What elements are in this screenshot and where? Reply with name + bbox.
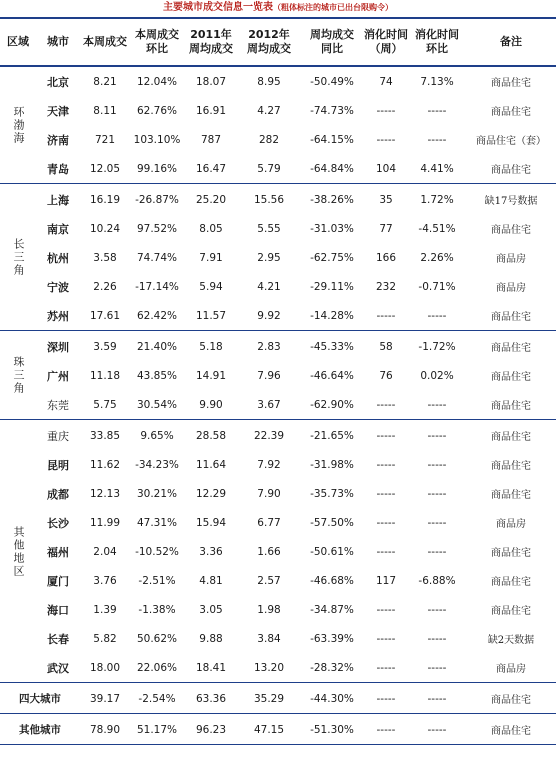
yoy-cell: -14.28%: [310, 309, 354, 322]
digest-chg-cell: 2.26%: [420, 251, 454, 264]
table-row: [36, 272, 556, 301]
table-row: [36, 595, 556, 624]
digest-cell: -----: [376, 398, 396, 411]
avg2012-cell: 2.83: [257, 340, 281, 353]
remark-cell: 商品住宅: [491, 726, 531, 737]
avg2011-cell: 4.81: [199, 574, 223, 587]
header-line: 本周成交: [135, 28, 179, 41]
digest-cell: 104: [375, 162, 397, 175]
header-week-col: [80, 19, 130, 65]
week-cell: 39.17: [89, 692, 121, 705]
digest-chg-cell: -----: [427, 603, 447, 616]
table-row: [36, 125, 556, 154]
yoy-cell: -34.87%: [310, 603, 354, 616]
avg2012-cell: 2.95: [257, 251, 281, 264]
city-cell: 上海: [47, 193, 69, 207]
wow-cell: 97.52%: [136, 222, 178, 235]
header-line: 城市: [47, 35, 69, 48]
table-row: [36, 537, 556, 566]
city-cell: 厦门: [47, 574, 69, 588]
digest-cell: 166: [375, 251, 397, 264]
week-cell: 2.26: [93, 280, 117, 293]
remark-cell: 商品住宅: [491, 606, 531, 617]
digest-chg-cell: -----: [427, 632, 447, 645]
week-cell: 18.00: [89, 661, 121, 674]
remark-cell: 商品住宅: [491, 225, 531, 236]
week-cell: 11.18: [89, 369, 121, 382]
avg2012-cell: 7.96: [257, 369, 281, 382]
yoy-cell: -62.90%: [310, 398, 354, 411]
avg2012-cell: 35.29: [253, 692, 285, 705]
avg2011-cell: 7.91: [199, 251, 223, 264]
avg2012-cell: 3.67: [257, 398, 281, 411]
remark-cell: 商品住宅: [491, 577, 531, 588]
digest-cell: -----: [376, 133, 396, 146]
avg2011-cell: 5.94: [199, 280, 223, 293]
title-text: 主要城市成交信息一览表: [163, 2, 273, 13]
header-yoy-col: [300, 19, 364, 65]
yoy-cell: -29.11%: [310, 280, 354, 293]
wow-cell: -34.23%: [135, 458, 179, 471]
table-row: [36, 243, 556, 272]
avg2011-cell: 16.47: [195, 162, 227, 175]
wow-cell: -26.87%: [135, 193, 179, 206]
remark-cell: 商品房: [496, 664, 526, 675]
yoy-cell: -50.49%: [310, 75, 354, 88]
week-cell: 11.62: [89, 458, 121, 471]
header-line: 2012年: [248, 28, 290, 41]
digest-chg-cell: -----: [427, 723, 447, 736]
city-cell: 广州: [47, 369, 69, 383]
avg2011-cell: 787: [200, 133, 222, 146]
header-line: 备注: [500, 35, 522, 48]
avg2012-cell: 3.84: [257, 632, 281, 645]
yoy-cell: -63.39%: [310, 632, 354, 645]
region-label: [0, 332, 36, 419]
digest-cell: -----: [376, 458, 396, 471]
table-row: [36, 332, 556, 361]
city-cell: 长沙: [47, 516, 69, 530]
avg2011-cell: 11.57: [195, 309, 227, 322]
avg2012-cell: 1.98: [257, 603, 281, 616]
avg2011-cell: 14.91: [195, 369, 227, 382]
avg2011-cell: 5.18: [199, 340, 223, 353]
digest-chg-cell: -----: [427, 661, 447, 674]
wow-cell: 62.76%: [136, 104, 178, 117]
remark-cell: 商品房: [496, 254, 526, 265]
table-row: [36, 361, 556, 390]
digest-chg-cell: -----: [427, 398, 447, 411]
header-wow-col: [130, 19, 184, 65]
city-cell: 苏州: [47, 309, 69, 323]
yoy-cell: -45.33%: [310, 340, 354, 353]
avg2012-cell: 13.20: [253, 661, 285, 674]
digest-cell: 232: [375, 280, 397, 293]
avg2012-cell: 22.39: [253, 429, 285, 442]
week-cell: 1.39: [93, 603, 117, 616]
avg2011-cell: 25.20: [195, 193, 227, 206]
wow-cell: 51.17%: [136, 723, 178, 736]
digest-chg-cell: -----: [427, 545, 447, 558]
region-label: [0, 67, 36, 183]
table-row: [36, 508, 556, 537]
wow-cell: 103.10%: [133, 133, 181, 146]
summary-label: 四大城市: [19, 693, 61, 705]
table-row: [36, 479, 556, 508]
digest-cell: -----: [376, 309, 396, 322]
digest-cell: -----: [376, 545, 396, 558]
remark-cell: 商品住宅: [491, 165, 531, 176]
table-title: [0, 0, 556, 16]
week-cell: 8.21: [93, 75, 117, 88]
digest-chg-cell: 4.41%: [420, 162, 454, 175]
yoy-cell: -38.26%: [310, 193, 354, 206]
avg2011-cell: 15.94: [195, 516, 227, 529]
header-line: 消化时间: [364, 28, 408, 41]
week-cell: 5.82: [93, 632, 117, 645]
header-line: 周均成交: [247, 42, 291, 55]
digest-chg-cell: -----: [427, 516, 447, 529]
wow-cell: 21.40%: [136, 340, 178, 353]
summary-row: [0, 715, 556, 744]
city-cell: 青岛: [47, 162, 69, 176]
avg2011-cell: 18.41: [195, 661, 227, 674]
yoy-cell: -50.61%: [310, 545, 354, 558]
city-cell: 天津: [47, 104, 69, 118]
digest-chg-cell: -----: [427, 309, 447, 322]
avg2012-cell: 7.90: [257, 487, 281, 500]
digest-cell: 77: [379, 222, 393, 235]
digest-cell: 74: [379, 75, 393, 88]
group-separator: [0, 419, 556, 420]
remark-cell: 商品住宅: [491, 695, 531, 706]
avg2012-cell: 5.79: [257, 162, 281, 175]
avg2012-cell: 6.77: [257, 516, 281, 529]
summary-separator: [0, 744, 556, 745]
group-separator: [0, 183, 556, 184]
wow-cell: -10.52%: [135, 545, 179, 558]
remark-cell: 商品住宅: [491, 490, 531, 501]
avg2012-cell: 7.92: [257, 458, 281, 471]
table-row: [36, 67, 556, 96]
week-cell: 8.11: [93, 104, 117, 117]
header-region-col: [0, 19, 36, 65]
digest-chg-cell: -----: [427, 487, 447, 500]
digest-cell: 117: [375, 574, 397, 587]
header-remark-col: [466, 19, 556, 65]
yoy-cell: -44.30%: [310, 692, 354, 705]
city-cell: 海口: [47, 603, 69, 617]
digest-chg-cell: -----: [427, 429, 447, 442]
wow-cell: -2.54%: [138, 692, 176, 705]
city-cell: 福州: [47, 545, 69, 559]
wow-cell: 30.21%: [136, 487, 178, 500]
week-cell: 33.85: [89, 429, 121, 442]
header-avg2011-col: [184, 19, 238, 65]
digest-cell: -----: [376, 632, 396, 645]
table-row: [36, 185, 556, 214]
header-line: 周均成交: [310, 28, 354, 41]
digest-chg-cell: 0.02%: [420, 369, 454, 382]
digest-chg-cell: -----: [427, 104, 447, 117]
summary-label: 其他城市: [19, 724, 61, 736]
table-row: [36, 566, 556, 595]
yoy-cell: -31.98%: [310, 458, 354, 471]
avg2012-cell: 9.92: [257, 309, 281, 322]
city-cell: 宁波: [47, 280, 69, 294]
header-line: 同比: [321, 42, 343, 55]
header-digest-chg-col: [408, 19, 466, 65]
table-row: [36, 450, 556, 479]
avg2011-cell: 16.91: [195, 104, 227, 117]
digest-chg-cell: -----: [427, 458, 447, 471]
table-row: [36, 653, 556, 682]
avg2011-cell: 9.88: [199, 632, 223, 645]
remark-cell: 商品住宅: [491, 343, 531, 354]
table-row: [36, 390, 556, 419]
yoy-cell: -46.64%: [310, 369, 354, 382]
city-cell: 北京: [47, 75, 69, 89]
digest-cell: 35: [379, 193, 393, 206]
header-city-col: [36, 19, 80, 65]
avg2011-cell: 11.64: [195, 458, 227, 471]
avg2011-cell: 28.58: [195, 429, 227, 442]
remark-cell: 商品住宅: [491, 312, 531, 323]
region-text: 珠三角: [12, 356, 25, 395]
wow-cell: 9.65%: [140, 429, 174, 442]
region-label: [0, 185, 36, 330]
header-line: 周均成交: [189, 42, 233, 55]
wow-cell: 47.31%: [136, 516, 178, 529]
header-line: 本周成交: [83, 35, 127, 48]
table-row: [36, 421, 556, 450]
table-row: [36, 214, 556, 243]
wow-cell: 62.42%: [136, 309, 178, 322]
title-note: （粗体标注的城市已出台限购令）: [273, 3, 393, 12]
header-line: （周）: [369, 42, 403, 55]
digest-cell: -----: [376, 603, 396, 616]
remark-cell: 商品房: [496, 283, 526, 294]
week-cell: 16.19: [89, 193, 121, 206]
week-cell: 11.99: [89, 516, 121, 529]
remark-cell: 商品住宅: [491, 401, 531, 412]
remark-cell: 商品住宅: [491, 78, 531, 89]
digest-cell: -----: [376, 104, 396, 117]
wow-cell: 12.04%: [136, 75, 178, 88]
table-row: [36, 154, 556, 183]
yoy-cell: -57.50%: [310, 516, 354, 529]
summary-row: [0, 684, 556, 713]
table-row: [36, 96, 556, 125]
yoy-cell: -21.65%: [310, 429, 354, 442]
city-cell: 南京: [47, 222, 69, 236]
avg2012-cell: 47.15: [253, 723, 285, 736]
header-line: 区域: [7, 35, 29, 48]
city-cell: 成都: [47, 487, 69, 501]
wow-cell: -2.51%: [138, 574, 176, 587]
city-cell: 武汉: [47, 661, 69, 675]
avg2012-cell: 2.57: [257, 574, 281, 587]
region-text: 长三角: [12, 238, 25, 277]
wow-cell: 43.85%: [136, 369, 178, 382]
avg2011-cell: 18.07: [195, 75, 227, 88]
week-cell: 721: [94, 133, 116, 146]
week-cell: 78.90: [89, 723, 121, 736]
digest-chg-cell: 7.13%: [420, 75, 454, 88]
wow-cell: 30.54%: [136, 398, 178, 411]
week-cell: 10.24: [89, 222, 121, 235]
city-cell: 杭州: [47, 251, 69, 265]
digest-chg-cell: -----: [427, 692, 447, 705]
remark-cell: 商品住宅: [491, 107, 531, 118]
remark-cell: 商品房: [496, 519, 526, 530]
digest-chg-cell: -0.71%: [418, 280, 456, 293]
digest-chg-cell: -1.72%: [418, 340, 456, 353]
wow-cell: 22.06%: [136, 661, 178, 674]
group-separator: [0, 330, 556, 331]
week-cell: 3.76: [93, 574, 117, 587]
avg2011-cell: 8.05: [199, 222, 223, 235]
city-cell: 昆明: [47, 458, 69, 472]
avg2011-cell: 3.36: [199, 545, 223, 558]
city-cell: 东莞: [47, 398, 69, 412]
week-cell: 5.75: [93, 398, 117, 411]
wow-cell: 99.16%: [136, 162, 178, 175]
region-text: 其他地区: [12, 525, 25, 578]
week-cell: 3.59: [93, 340, 117, 353]
header-line: 2011年: [190, 28, 232, 41]
table-row: [36, 624, 556, 653]
table-row: [36, 301, 556, 330]
remark-cell: 商品住宅: [491, 548, 531, 559]
digest-chg-cell: 1.72%: [420, 193, 454, 206]
summary-separator: [0, 713, 556, 714]
table-header: [0, 17, 556, 67]
week-cell: 17.61: [89, 309, 121, 322]
yoy-cell: -62.75%: [310, 251, 354, 264]
wow-cell: 50.62%: [136, 632, 178, 645]
avg2012-cell: 8.95: [257, 75, 281, 88]
digest-cell: 76: [379, 369, 393, 382]
region-text: 环渤海: [12, 105, 25, 145]
yoy-cell: -64.84%: [310, 162, 354, 175]
avg2012-cell: 282: [258, 133, 280, 146]
yoy-cell: -51.30%: [310, 723, 354, 736]
region-label: [0, 421, 36, 682]
digest-cell: -----: [376, 661, 396, 674]
yoy-cell: -35.73%: [310, 487, 354, 500]
remark-cell: 缺2天数据: [487, 635, 535, 646]
digest-chg-cell: -4.51%: [418, 222, 456, 235]
header-line: 环比: [146, 42, 168, 55]
yoy-cell: -74.73%: [310, 104, 354, 117]
digest-cell: 58: [379, 340, 393, 353]
week-cell: 12.13: [89, 487, 121, 500]
avg2012-cell: 4.27: [257, 104, 281, 117]
digest-chg-cell: -6.88%: [418, 574, 456, 587]
remark-cell: 商品住宅: [491, 372, 531, 383]
yoy-cell: -31.03%: [310, 222, 354, 235]
header-avg2012-col: [238, 19, 300, 65]
avg2011-cell: 63.36: [195, 692, 227, 705]
yoy-cell: -28.32%: [310, 661, 354, 674]
yoy-cell: -64.15%: [310, 133, 354, 146]
avg2012-cell: 1.66: [257, 545, 281, 558]
city-cell: 深圳: [47, 340, 69, 354]
avg2012-cell: 5.55: [257, 222, 281, 235]
header-line: 消化时间: [415, 28, 459, 41]
week-cell: 12.05: [89, 162, 121, 175]
digest-cell: -----: [376, 692, 396, 705]
city-cell: 济南: [47, 133, 69, 147]
city-cell: 长春: [47, 632, 69, 646]
remark-cell: 缺17号数据: [484, 196, 538, 207]
week-cell: 2.04: [93, 545, 117, 558]
remark-cell: 商品住宅（套）: [476, 136, 546, 147]
city-cell: 重庆: [47, 429, 69, 443]
yoy-cell: -46.68%: [310, 574, 354, 587]
digest-cell: -----: [376, 516, 396, 529]
remark-cell: 商品住宅: [491, 461, 531, 472]
avg2011-cell: 96.23: [195, 723, 227, 736]
wow-cell: -1.38%: [138, 603, 176, 616]
wow-cell: 74.74%: [136, 251, 178, 264]
group-separator: [0, 682, 556, 683]
digest-cell: -----: [376, 429, 396, 442]
remark-cell: 商品住宅: [491, 432, 531, 443]
digest-cell: -----: [376, 723, 396, 736]
digest-chg-cell: -----: [427, 133, 447, 146]
avg2012-cell: 4.21: [257, 280, 281, 293]
header-line: 环比: [426, 42, 448, 55]
week-cell: 3.58: [93, 251, 117, 264]
header-digest-col: [364, 19, 408, 65]
digest-cell: -----: [376, 487, 396, 500]
avg2011-cell: 12.29: [195, 487, 227, 500]
wow-cell: -17.14%: [135, 280, 179, 293]
avg2012-cell: 15.56: [253, 193, 285, 206]
avg2011-cell: 9.90: [199, 398, 223, 411]
avg2011-cell: 3.05: [199, 603, 223, 616]
